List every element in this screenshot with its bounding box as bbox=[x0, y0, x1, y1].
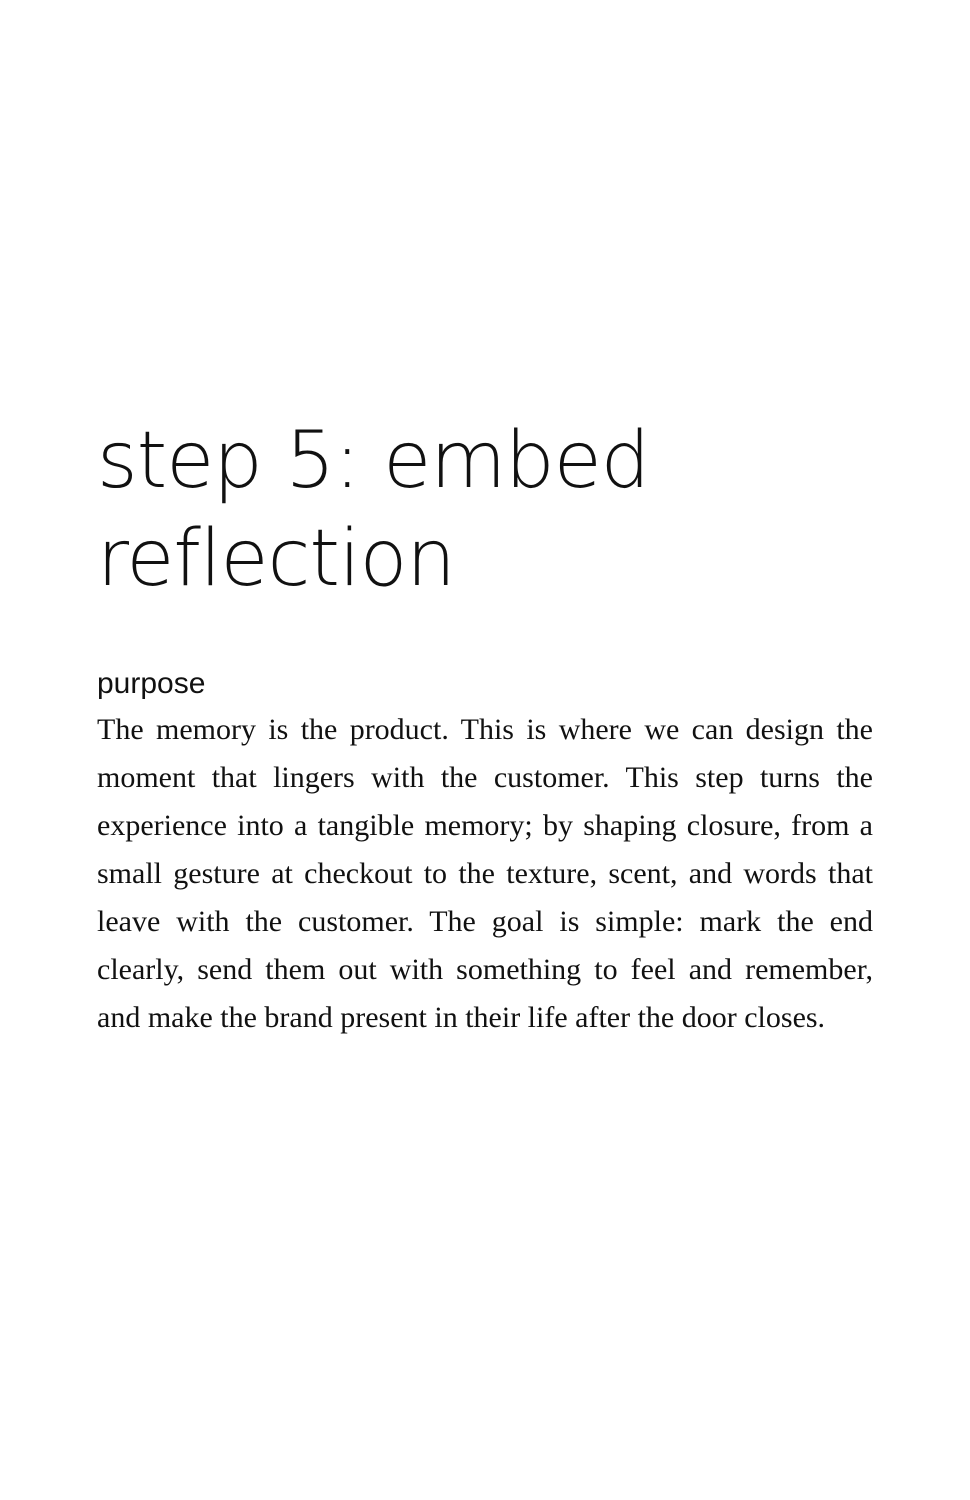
title-line-2: reflection bbox=[97, 514, 455, 604]
page-title bbox=[97, 412, 873, 608]
page-content bbox=[97, 412, 873, 1042]
body-paragraph: The memory is the product. This is where we can design the moment that lingers with the customer. This step turns the experience into a tangible memory; by shaping closure, from a small gesture at checkout to the texture, scent, and words that leave with the customer. The goal is simple: mark the end clearly, send them out with something to feel and remember, and make the brand present in their life after the door closes. bbox=[97, 713, 873, 1034]
section-label: purpose bbox=[97, 667, 206, 700]
title-line-1: step 5: embed bbox=[97, 416, 650, 506]
